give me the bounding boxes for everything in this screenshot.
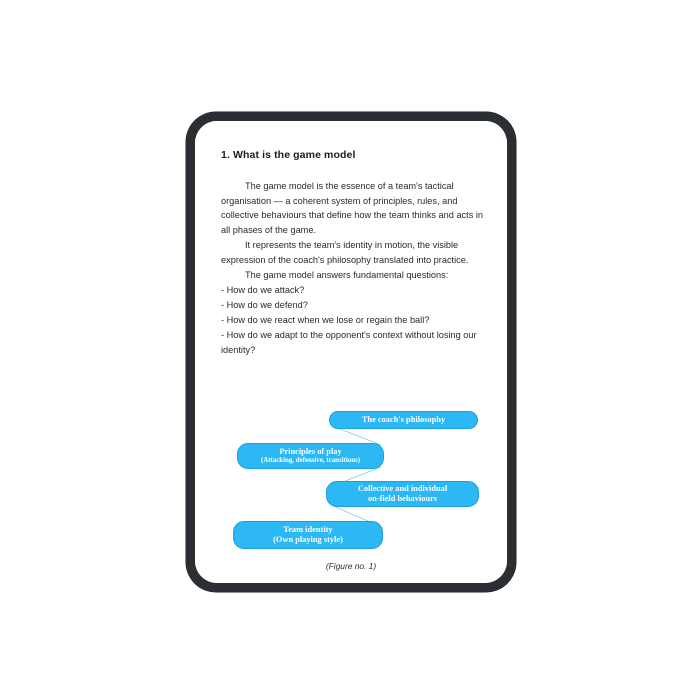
list-item: - How do we defend?: [221, 299, 308, 310]
diagram-node-principles: [237, 443, 384, 469]
node-label-line2: (Own playing style): [273, 535, 343, 544]
figure-diagram: [195, 393, 507, 583]
document-page: [195, 121, 507, 583]
list-item: - How do we attack?: [221, 284, 305, 295]
tablet-device-frame: [186, 112, 516, 592]
list-item: - How do we react when we lose or regain the ball?: [221, 314, 430, 325]
node-label-line1: The coach's philosophy: [361, 414, 446, 424]
paragraph-3: The game model answers fundamental questions:: [245, 270, 449, 281]
diagram-node-identity: [233, 521, 383, 549]
questions-list: [221, 283, 486, 358]
list-item: - How do we adapt to the opponent's context without losing our identity?: [221, 329, 477, 355]
node-label-line1: Collective and individual: [357, 483, 448, 493]
paragraph-2: It represents the team's identity in motion, the visible expression of the coach's philosophy translated into practice.: [221, 240, 469, 266]
tablet-screen: [195, 121, 507, 583]
node-label-line2: (Attacking, defensive, transitions): [260, 456, 361, 464]
paragraph-1: The game model is the essence of a team's tactical organisation — a coherent system of principles, rules, and collective behaviours that define how the team thinks and acts in all phases of the game.: [221, 180, 483, 236]
diagram-node-philosophy: [329, 411, 478, 429]
diagram-node-behaviours: [326, 481, 479, 507]
node-label-line1: Team identity: [283, 524, 333, 534]
page-title: 1. What is the game model: [221, 149, 356, 161]
node-label-line1: Principles of play: [279, 446, 342, 456]
node-label-line2: on-field behaviours: [367, 494, 438, 503]
figure-caption: (Figure no. 1): [325, 561, 377, 571]
document-body: [221, 149, 486, 358]
